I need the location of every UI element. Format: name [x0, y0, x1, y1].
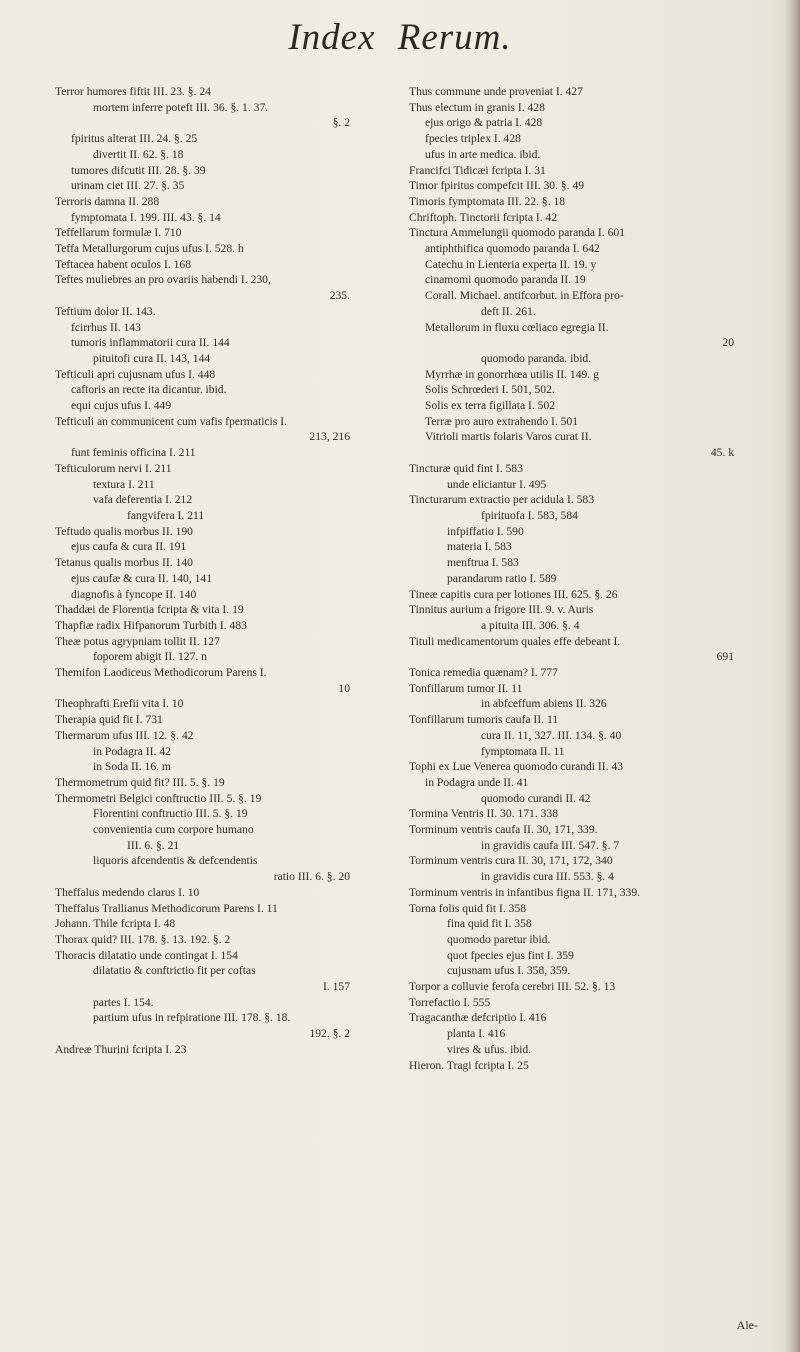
- index-entry: fpiritus alterat III. 24. §. 25: [71, 132, 198, 146]
- index-entry: Teftes muliebres an pro ovariis habendi I. 230,: [55, 273, 271, 287]
- index-entry: Myrrhæ in gonorrhœa utilis II. 149. g: [425, 367, 599, 381]
- index-entry: Tetanus qualis morbus II. 140: [55, 556, 193, 570]
- index-entry: ratio III. 6. §. 20: [273, 870, 350, 884]
- index-entry: Tonfillarum tumoris caufa II. 11: [409, 713, 559, 727]
- index-entry: Tonfillarum tumor II. 11: [409, 681, 523, 695]
- index-entry: I. 157: [322, 980, 350, 994]
- index-entry: planta I. 416: [447, 1027, 506, 1041]
- index-entry: Corall. Michael. antifcorbut. in Effora pro-: [425, 289, 624, 303]
- index-entry: Torna folis quid fit I. 358: [409, 901, 527, 915]
- index-entry: 45. k: [710, 446, 734, 460]
- index-entry: 10: [338, 681, 350, 695]
- index-entry: Therapia quid fit I. 731: [55, 713, 163, 727]
- index-entry: Catechu in Lienteria experta II. 19. y: [425, 257, 597, 271]
- index-entry: Terroris damna II. 288: [55, 194, 160, 208]
- index-entry: Tonica remedia quænam? I. 777: [409, 666, 558, 680]
- index-entry: quomodo paranda. ibid.: [481, 351, 592, 365]
- index-entry: ejus caufæ & cura II. 140, 141: [71, 571, 213, 585]
- index-entry: Thus electum in granis I. 428: [409, 100, 545, 114]
- index-entry: 192. §. 2: [309, 1027, 350, 1041]
- index-entry: menftrua I. 583: [447, 556, 519, 570]
- index-entry: fymptomata I. 199. III. 43. §. 14: [71, 210, 221, 224]
- index-entry: in abfceffum abiens II. 326: [481, 697, 607, 711]
- index-entry: Thapfiæ radix Hifpanorum Turbith I. 483: [55, 618, 247, 632]
- index-entry: Timoris fymptomata III. 22. §. 18: [409, 194, 566, 208]
- index-entry: Thermometri Belgici conftructio III. 5. §. 19: [55, 791, 262, 805]
- index-entry: ufus in arte medica. ibid.: [425, 147, 541, 161]
- index-entry: funt feminis officina I. 211: [71, 446, 196, 460]
- index-entry: Vitrioli martis folaris Varos curat II.: [425, 430, 592, 444]
- index-entry: Teftacea habent oculos I. 168: [55, 257, 191, 271]
- index-entry: cujusnam ufus I. 358, 359.: [447, 964, 571, 978]
- index-entry: Theffalus Trallianus Methodicorum Parens I. 11: [55, 901, 278, 915]
- index-entry: Solis Schrœderi I. 501, 502.: [425, 383, 555, 397]
- index-entry: textura I. 211: [93, 477, 155, 491]
- index-entry: foporem abigit II. 127. n: [93, 650, 207, 664]
- index-entry: in Podagra unde II. 41: [425, 775, 529, 789]
- index-entry: Tituli medicamentorum quales effe debeant I.: [409, 634, 621, 648]
- index-entry: a pituita III. 306. §. 4: [481, 618, 580, 632]
- index-entry: fangvifera I. 211: [127, 508, 205, 522]
- index-entry: mortem inferre poteft III. 36. §. 1. 37.: [93, 100, 269, 114]
- left-column: [55, 84, 400, 1058]
- index-entry: partium ufus in refpiratione III. 178. §. 18.: [93, 1011, 291, 1025]
- index-entry: Thoracis dilatatio unde contingat I. 154: [55, 948, 238, 962]
- index-entry: pituitofi cura II. 143, 144: [93, 351, 211, 365]
- index-entry: Francifci Tidicæi fcripta I. 31: [409, 163, 546, 177]
- page-edge-shadow: [786, 0, 800, 1352]
- index-entry: unde eliciantur I. 495: [447, 477, 547, 491]
- index-entry: parandarum ratio I. 589: [447, 571, 557, 585]
- index-entry: vires & ufus. ibid.: [447, 1042, 532, 1056]
- index-entry: Torminum ventris cura II. 30, 171, 172, 340: [409, 854, 613, 868]
- right-column: [409, 84, 784, 1073]
- index-entry: Terræ pro auro extrahendo I. 501: [425, 414, 579, 428]
- header-word-index: Index: [288, 17, 376, 58]
- index-entry: Solis ex terra figillata I. 502: [425, 399, 556, 413]
- index-entry: equi cujus ufus I. 449: [71, 399, 172, 413]
- index-entry: Thaddæi de Florentia fcripta & vita I. 19: [55, 603, 244, 617]
- index-entry: quomodo paretur ibid.: [447, 932, 551, 946]
- index-entry: Torrefactio I. 555: [409, 995, 491, 1009]
- index-entry: 235.: [329, 289, 350, 303]
- index-entry: Johann. Thile fcripta I. 48: [55, 917, 176, 931]
- index-entry: vafa deferentia I. 212: [93, 493, 193, 507]
- index-entry: Metallorum in fluxu cœliaco egregia II.: [425, 320, 609, 334]
- index-entry: Tincturæ quid fint I. 583: [409, 461, 523, 475]
- index-entry: Tormina Ventris II. 30. 171. 338: [409, 807, 559, 821]
- index-entry: Hieron. Tragi fcripta I. 25: [409, 1058, 529, 1072]
- index-entry: tumoris inflammatorii cura II. 144: [71, 336, 230, 350]
- index-entry: Tragacanthæ defcriptio I. 416: [409, 1011, 547, 1025]
- index-entry: fina quid fit I. 358: [447, 917, 532, 931]
- index-entry: ejus caufa & cura II. 191: [71, 540, 187, 554]
- index-entry: convenientia cum corpore humano: [93, 823, 254, 837]
- index-entry: divertit II. 62. §. 18: [93, 147, 184, 161]
- index-entry: deft II. 261.: [481, 304, 536, 318]
- index-entry: Thorax quid? III. 178. §. 13. 192. §. 2: [55, 932, 231, 946]
- index-entry: dilatatio & conftrictio fit per coftas: [93, 964, 256, 978]
- index-entry: Tincturarum extractio per acidula I. 583: [409, 493, 595, 507]
- index-entry: in Soda II. 16. m: [93, 760, 171, 774]
- index-entry: in Podagra II. 42: [93, 744, 171, 758]
- index-entry: Tinnitus aurium a frigore III. 9. v. Auris: [409, 603, 594, 617]
- index-entry: cinamomi quomodo paranda II. 19: [425, 273, 586, 287]
- index-entry: partes I. 154.: [93, 995, 154, 1009]
- index-entry: 20: [722, 336, 734, 350]
- index-entry: Tefticuli apri cujusnam ufus I. 448: [55, 367, 216, 381]
- index-entry: ejus origo & patria I. 428: [425, 116, 543, 130]
- header-word-rerum: Rerum.: [397, 17, 512, 58]
- index-entry: III. 6. §. 21: [127, 838, 180, 852]
- index-entry: antiphthifica quomodo paranda I. 642: [425, 242, 600, 256]
- index-entry: Torpor a colluvie ferofa cerebri III. 52. §. 13: [409, 980, 616, 994]
- index-entry: Thermometrum quid fit? III. 5. §. 19: [55, 775, 225, 789]
- index-entry: Chriftoph. Tinctorii fcripta I. 42: [409, 210, 558, 224]
- index-entry: liquoris afcendentis & defcendentis: [93, 854, 258, 868]
- index-entry: Teftudo qualis morbus II. 190: [55, 524, 193, 538]
- index-entry: Theæ potus agrypniam tollit II. 127: [55, 634, 220, 648]
- index-entry: fymptomata II. 11: [481, 744, 565, 758]
- index-entry: Theophrafti Erefii vita I. 10: [55, 697, 184, 711]
- index-entry: Theffalus medendo clarus I. 10: [55, 885, 200, 899]
- index-entry: cura II. 11, 327. III. 134. §. 40: [481, 728, 622, 742]
- index-entry: infpiffatio I. 590: [447, 524, 524, 538]
- index-entry: urinam ciet III. 27. §. 35: [71, 179, 185, 193]
- index-entry: caftoris an recte ita dicantur. ibid.: [71, 383, 227, 397]
- running-header: [0, 16, 800, 59]
- index-entry: Tinctura Ammelungii quomodo paranda I. 601: [409, 226, 625, 240]
- index-entry: Teftium dolor II. 143.: [55, 304, 156, 318]
- index-entry: Teffa Metallurgorum cujus ufus I. 528. h: [55, 242, 244, 256]
- index-entry: Themifon Laodiceus Methodicorum Parens I.: [55, 666, 267, 680]
- index-entry: in gravidis caufa III. 547. §. 7: [481, 838, 620, 852]
- index-entry: tumores difcutit III. 28. §. 39: [71, 163, 206, 177]
- index-entry: Tineæ capitis cura per lotiones III. 625. §. 26: [409, 587, 618, 601]
- index-entry: §. 2: [332, 116, 350, 130]
- index-entry: Torminum ventris caufa II. 30, 171, 339.: [409, 823, 598, 837]
- index-entry: quomodo curandi II. 42: [481, 791, 591, 805]
- catchword: Ale-: [736, 1318, 758, 1332]
- index-entry: Tefticuli an communicent cum vafis fpermaticis I.: [55, 414, 287, 428]
- index-entry: Florentini conftructio III. 5. §. 19: [93, 807, 248, 821]
- index-entry: Teffellarum formulæ I. 710: [55, 226, 182, 240]
- index-entry: fpecies triplex I. 428: [425, 132, 521, 146]
- index-entry: Andreæ Thurini fcripta I. 23: [55, 1042, 187, 1056]
- index-entry: diagnofis à fyncope II. 140: [71, 587, 197, 601]
- index-entry: Torminum ventris in infantibus figna II. 171, 339.: [409, 885, 641, 899]
- index-entry: 691: [716, 650, 734, 664]
- index-entry: Tefticulorum nervi I. 211: [55, 461, 172, 475]
- index-entry: Thus commune unde proveniat I. 427: [409, 85, 583, 98]
- index-entry: fcirrhus II. 143: [71, 320, 141, 334]
- index-entry: Timor fpiritus compefcit III. 30. §. 49: [409, 179, 585, 193]
- index-entry: 213, 216: [309, 430, 350, 444]
- index-entry: Terror humores fiftit III. 23. §. 24: [55, 85, 211, 98]
- index-entry: materia I. 583: [447, 540, 512, 554]
- index-entry: fpirituofa I. 583, 584: [481, 508, 578, 522]
- index-entry: Thermarum ufus III. 12. §. 42: [55, 728, 194, 742]
- index-entry: Tophi ex Lue Venerea quomodo curandi II. 43: [409, 760, 624, 774]
- index-entry: in gravidis cura III. 553. §. 4: [481, 870, 614, 884]
- index-entry: quot fpecies ejus fint I. 359: [447, 948, 574, 962]
